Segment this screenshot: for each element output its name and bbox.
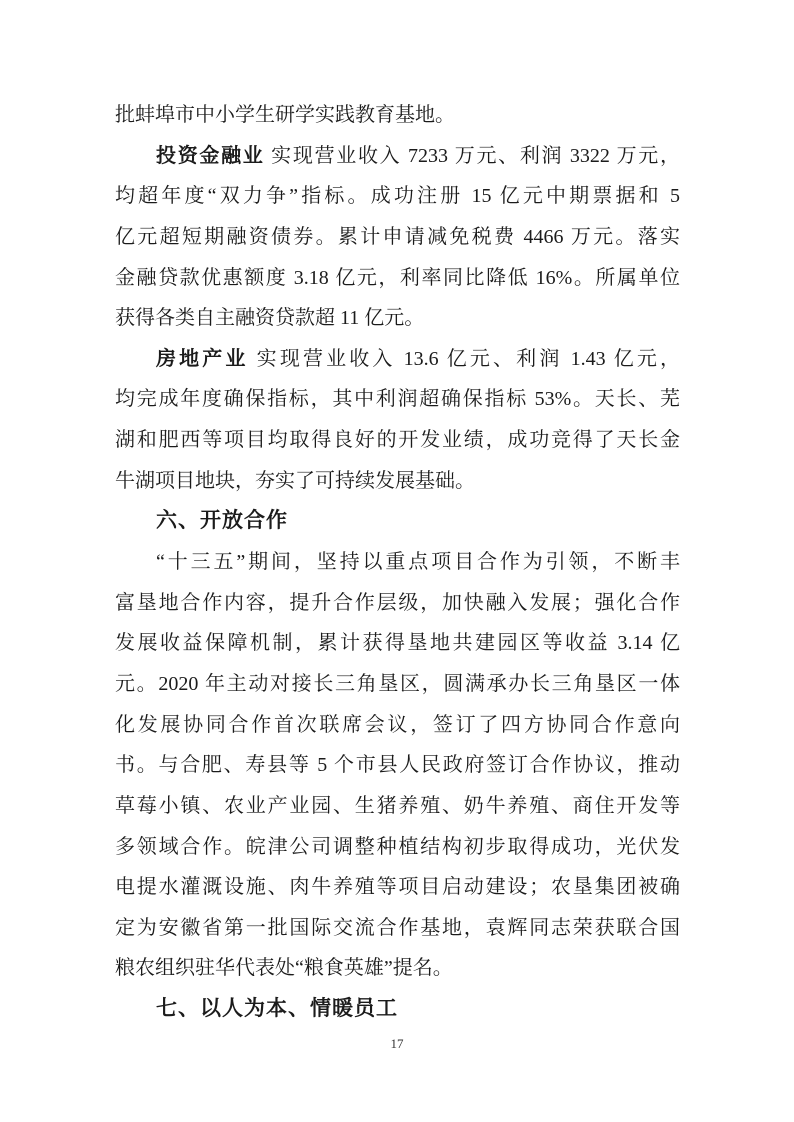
text-line: 化发展协同合作首次联席会议，签订了四方协同合作意向 [115,713,680,736]
text-line: 湖和肥西等项目均取得良好的开发业绩，成功竞得了天长金 [115,429,680,452]
text-block [115,95,680,1030]
paragraph-investment-finance-lead [115,136,680,177]
text-line: 定为安徽省第一批国际交流合作基地，袁辉同志荣获联合国 [115,916,680,939]
text-line: 草莓小镇、农业产业园、生猪养殖、奶牛养殖、商住开发等 [115,794,680,817]
text-line: 发展收益保障机制，累计获得垦地共建园区等收益 3.14 亿 [115,632,680,655]
text-line: 均完成年度确保指标，其中利润超确保指标 53%。天长、芜 [115,388,680,411]
text-line: 元。2020 年主动对接长三角垦区，圆满承办长三角垦区一体 [115,672,680,695]
text-line: 多领域合作。皖津公司调整种植结构初步取得成功，光伏发 [115,835,680,858]
run-in-heading-investment-finance: 投资金融业 [156,144,265,167]
run-in-heading-real-estate: 房地产业 [156,347,249,370]
text-line: 亿元超短期融资债券。累计申请减免税费 4466 万元。落实 [115,225,680,248]
text-line: 均超年度“双力争”指标。成功注册 15 亿元中期票据和 5 [115,185,680,208]
paragraph-real-estate-lead [115,339,680,380]
text-line: 富垦地合作内容，提升合作层级，加快融入发展；强化合作 [115,591,680,614]
text-line: 批蚌埠市中小学生研学实践教育基地。 [115,104,455,126]
page-number: 17 [390,1036,404,1051]
text-line: “十三五”期间，坚持以重点项目合作为引领，不断丰 [156,551,680,574]
text-line: 书。与合肥、寿县等 5 个市县人民政府签订合作协议，推动 [115,754,680,777]
section-heading-7-people-oriented: 七、以人为本、情暖员工 [156,997,398,1021]
text-line: 实现营业收入 13.6 亿元、利润 1.43 亿元， [248,347,680,370]
text-line: 牛湖项目地块，夯实了可持续发展基础。 [115,469,475,492]
text-line: 粮农组织驻华代表处“粮食英雄”提名。 [115,957,453,980]
text-line: 电提水灌溉设施、肉牛养殖等项目启动建设；农垦集团被确 [115,876,680,899]
text-line: 金融贷款优惠额度 3.18 亿元，利率同比降低 16%。所属单位 [115,266,680,289]
section-heading-6-open-cooperation: 六、开放合作 [156,509,288,533]
text-line: 获得各类自主融资贷款超 11 亿元。 [115,307,425,330]
text-line: 实现营业收入 7233 万元、利润 3322 万元， [264,144,680,167]
